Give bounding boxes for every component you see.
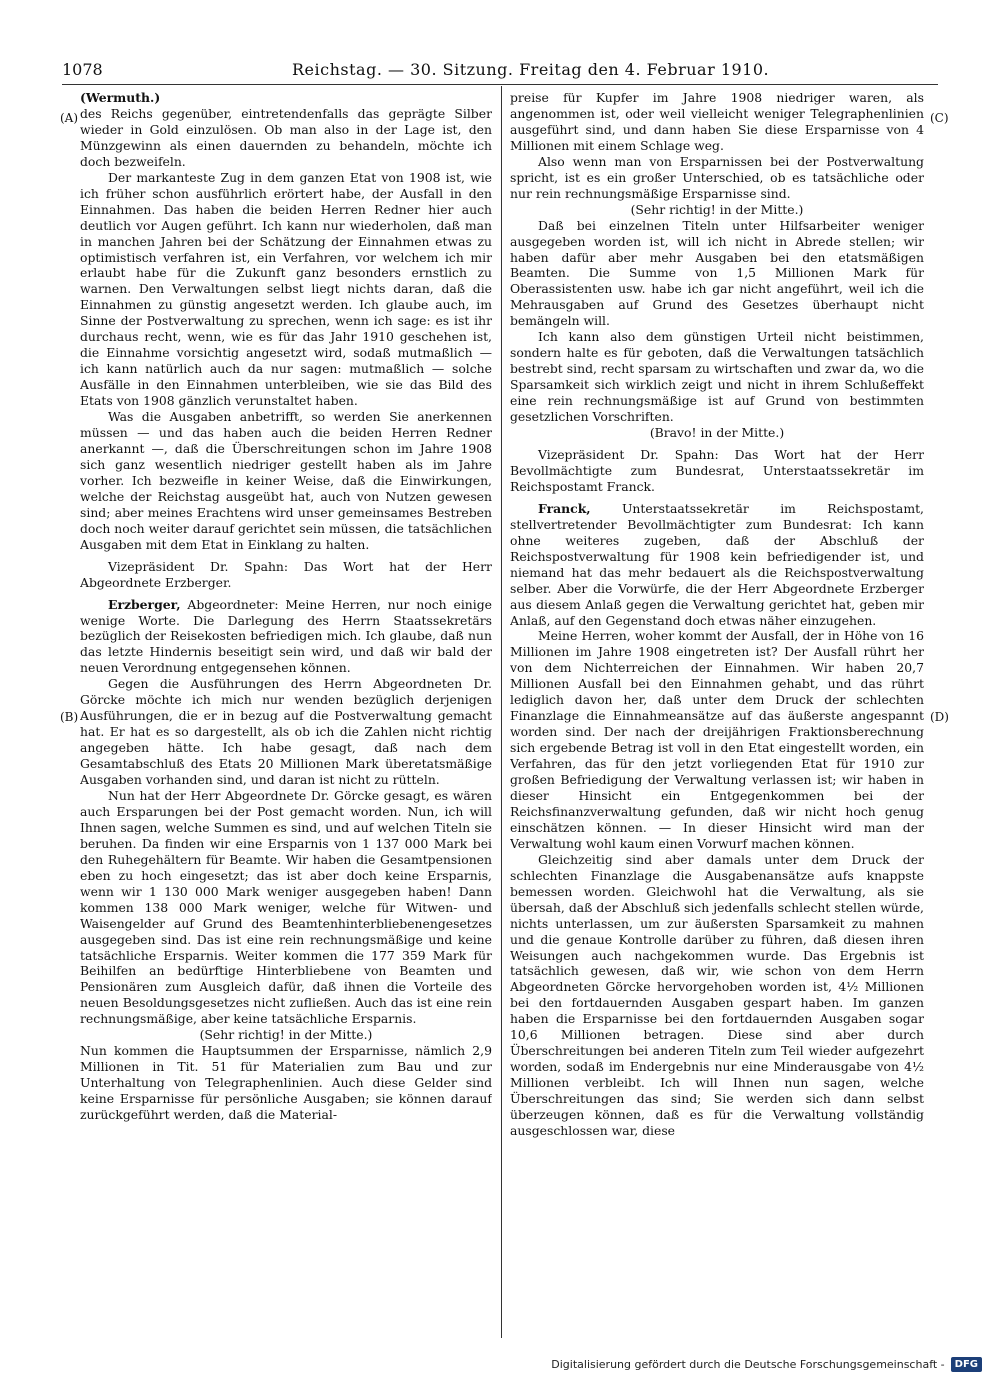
interjection: (Bravo! in der Mitte.) xyxy=(649,425,785,441)
column-divider xyxy=(501,86,502,1338)
footer-credit: Digitalisierung gefördert durch die Deutsche Forschungsgemeinschaft - xyxy=(551,1357,945,1371)
margin-mark-a: (A) xyxy=(60,111,79,125)
paragraph: Also wenn man von Ersparnissen bei der Postverwaltung spricht, ist es ein großer Unterschied, ob es tatsächliche oder nur rein rechnungsmäßige Ersparnisse sind. xyxy=(510,153,924,201)
speaker-paragraph xyxy=(80,597,492,677)
right-column xyxy=(510,90,924,1340)
paragraph: Was die Ausgaben anbetrifft, so werden Sie anerkennen müssen — und das haben auch die beiden Herren Redner anerkannt —, daß die Überschreitungen schon im Jahre 1908 sich ganz wesentlich niedriger gestellt haben als im Jahre vorher. Ich bezweifle in keiner Weise, daß die Einwirkungen, welche der Reichstag ausgeübt hat, auch von Nutzen gewesen sind; aber meines Erachtens wird unser gemeinsames Bestreben doch noch weiter darauf gerichtet sein müssen, die tatsächlichen Ausgaben mit dem Etat in Einklang zu halten. xyxy=(80,409,492,552)
paragraph-text: Das Wort hat der Herr Abgeordnete Erzberger. xyxy=(80,558,492,590)
running-speaker-name: (Wermuth.) xyxy=(80,90,161,105)
paragraph: Daß bei einzelnen Titeln unter Hilfsarbeiter weniger ausgegeben worden ist, will ich nicht in Abrede stellen; wir haben dafür aber mehr Ausgaben bei den etatsmäßigen Beamten. Die Summe von 1,5 Millionen Mark für Oberassistenten usw. habe ich gar nicht angeführt, weil ich die Mehrausgaben auf Grund des Gesetzes überhaupt nicht bemängeln will. xyxy=(510,217,924,329)
speaker-paragraph xyxy=(80,559,492,591)
left-column xyxy=(80,90,492,1340)
speaker-paragraph xyxy=(510,447,924,495)
paragraph: Nun hat der Herr Abgeordnete Dr. Görcke gesagt, es wären auch Ersparungen bei der Post gemacht worden. Nun, ich will Ihnen sagen, welche Summen es sind, und auf welchen Titeln sie beruhen. Da finden wir eine Ersparnis von 1 137 000 Mark bei den Ruhegehältern für Beamte. Wir haben die Gesamtpensionen eben zu hoch eingesetzt; das ist aber doch keine Ersparnis, wenn wir 1 130 000 Mark weniger ausgegeben haben! Dann kommen 138 000 Mark weniger, welche für Witwen- und Waisengelder auf Grund des Beamtenhinterbliebenengesetzes ausgegeben sind. Das ist eine rein rechnungsmäßige und keine tatsächliche Ersparnis. Weiter kommen die 177 359 Mark für Beihilfen an bedürftige Hinterbliebene von Beamten und Pensionären zum Ausgleich dafür, daß ihnen die Vorteile des neuen Besoldungsgesetzes nicht zufließen. Auch das ist eine rein rechnungsmäßige, aber keine tatsächliche Ersparnis. xyxy=(80,787,492,1027)
speaker-name: Vizepräsident Dr. Spahn: xyxy=(538,446,719,462)
paragraph: Ich kann also dem günstigen Urteil nicht beistimmen, sondern halte es für geboten, daß die Verwaltungen tatsächlich bestrebt sind, recht sparsam zu wirtschaften und zwar da, wo die Sparsamkeit sich wirklich zeigt und nicht in ihrem Schlußeffekt eine rein rechnungsmäßige ist auf Grund von bestimmten gesetzlichen Vorschriften. xyxy=(510,329,924,425)
page-header xyxy=(62,56,938,84)
page-number: 1078 xyxy=(62,60,103,79)
interjection: (Sehr richtig! in der Mitte.) xyxy=(199,1027,373,1043)
paragraph: Meine Herren, woher kommt der Ausfall, der in Höhe von 16 Millionen im Jahre 1908 eingetreten ist? Der Ausfall rührt her von dem Nichterreichen der Einnahmen. Wir haben 20,7 Millionen Ausfall bei den Einnahmen gehabt, und das rührt lediglich davon her, daß unter dem Druck der schlechten Finanzlage die Einnahmeansätze auf das äußerste angespannt worden sind. Der nach der dreijährigen Fraktionsberechnung sich ergebende Betrag ist voll in den Etat eingestellt worden, ein Verfahren, das für den jetzt vorliegenden Etat für 1910 zur großen Befriedigung der Verwaltung verlassen ist; wir haben in dieser Hinsicht ein Entgegenkommen bei der Reichsfinanzverwaltung gefunden, daß wir nicht hoch genug einschätzen können. — In dieser Hinsicht wird man der Verwaltung wohl kaum einen Vorwurf machen können. xyxy=(510,628,924,851)
margin-mark-c: (C) xyxy=(930,111,949,125)
margin-mark-b: (B) xyxy=(60,710,79,724)
speaker-paragraph xyxy=(510,501,924,629)
paragraph: preise für Kupfer im Jahre 1908 niedriger waren, als angenommen ist, oder weil vielleicht weniger Telegraphenlinien ausgeführt sind, und dann haben Sie diese Ersparnisse von 4 Millionen mit einem Schlage weg. xyxy=(510,90,924,153)
paragraph-text: Abgeordneter: Meine Herren, nur noch einige wenige Worte. Die Darlegung des Herrn Staatssekretärs bezüglich der Reisekosten befriedigen mich. Ich glaube, daß nun das letzte Hindernis beseitigt sein wird, und daß wir bald der neuen Verordnung entgegensehen können. xyxy=(80,596,492,676)
interjection: (Sehr richtig! in der Mitte.) xyxy=(630,201,804,217)
paragraph-text: Unterstaatssekretär im Reichspostamt, stellvertretender Bevollmächtigter zum Bundesrat: Ich kann ohne weiteres zugeben, daß der Abschluß der Reichspostverwaltung für 1908 kein befriedigender ist, und niemand hat das mehr bedauert als die Reichspostverwaltung selber. Aber die Vorwürfe, die der Herr Abgeordnete Erzberger aus diesem Anlaß gegen die Verwaltung gerichtet hat, geben mir Anlaß, auf den Gegenstand doch etwas näher einzugehen. xyxy=(510,500,924,628)
paragraph: des Reichs gegenüber, eintretendenfalls das geprägte Silber wieder in Gold einzulösen. Ob man also in der Lage ist, den Münzgewinn als einen dauernden zu behandeln, möchte ich doch bezweifeln. xyxy=(80,105,492,169)
header-rule xyxy=(62,84,938,85)
margin-mark-d: (D) xyxy=(930,710,949,724)
speaker-name: Erzberger, xyxy=(108,596,181,612)
paragraph-text: Das Wort hat der Herr Bevollmächtigte zum Bundesrat, Unterstaatssekretär im Reichspostamt Franck. xyxy=(510,446,924,494)
paragraph: Nun kommen die Hauptsummen der Ersparnisse, nämlich 2,9 Millionen in Tit. 51 für Materialien zum Bau und zur Unterhaltung von Telegraphenlinien. Auch diese Gelder sind keine Ersparnisse für persönliche Ausgaben; sie können darauf zurückgeführt werden, daß die Material- xyxy=(80,1043,492,1123)
speaker-name: Vizepräsident Dr. Spahn: xyxy=(108,558,289,574)
dfg-logo: DFG xyxy=(951,1357,982,1372)
paragraph: Gleichzeitig sind aber damals unter dem Druck der schlechten Finanzlage die Ausgabenansätze aufs knappste bemessen worden. Gleichwohl hat die Verwaltung, als sie übersah, daß der Abschluß sich jedenfalls schlecht stellen würde, nichts unterlassen, um zur äußersten Sparsamkeit zu mahnen und die genaue Kontrolle darüber zu führen, daß diesen ihren Weisungen auch nachgekommen wurde. Das Ergebnis ist tatsächlich gewesen, daß wir, wie schon von dem Herrn Abgeordneten Görcke hervorgehoben worden ist, 4½ Millionen bei den fortdauernden Ausgaben gespart haben. Im ganzen haben die Ersparnisse bei den fortdauernden Ausgaben sogar 10,6 Millionen betragen. Diese sind aber durch Überschreitungen bei anderen Titeln zum Teil wieder aufgezehrt worden, sodaß im Endergebnis nur eine Minderausgabe von 4½ Millionen verbleibt. Ich will Ihnen nun sagen, welche Überschreitungen das sind; Sie werden sich dann selbst überzeugen können, daß es für die Verwaltung vollständig ausgeschlossen war, diese xyxy=(510,851,924,1138)
footer xyxy=(551,1353,982,1375)
page-running-title: Reichstag. — 30. Sitzung. Freitag den 4. Februar 1910. xyxy=(292,60,770,79)
speaker-name: Franck, xyxy=(538,500,591,516)
paragraph: Gegen die Ausführungen des Herrn Abgeordneten Dr. Görcke möchte ich mich nur wenden bezüglich derjenigen Ausführungen, die er in bezug auf die Postverwaltung gemacht hat. Er hat es so dargestellt, als ob ich die Zahlen nicht richtig angegeben hätte. Ich habe gesagt, daß nach dem Gesamtabschluß des Etats 20 Millionen Mark überetatsmäßige Ausgaben vorhanden sind, und daran ist nicht zu rütteln. xyxy=(80,676,492,788)
paragraph: Der markanteste Zug in dem ganzen Etat von 1908 ist, wie ich früher schon ausführlich erörtert habe, der Ausfall in den Einnahmen. Das haben die beiden Herren Redner hier auch deutlich vor Augen geführt. Ich kann nur wiederholen, daß man in manchen Jahren bei der Schätzung der Einnahmen etwas zu optimistisch verfahren ist, ein Verfahren, vor welchem ich mir erlaubt habe für die Zukunft ganz besonders ernstlich zu warnen. Den Verwaltungen selbst liegt nichts daran, daß die Einnahmen zu günstig angesetzt werden. Ich glaube auch, im Sinne der Postverwaltung zu sprechen, wenn ich sage: es ist ihr durchaus recht, wenn, wie es für das Jahr 1910 geschehen ist, die Einnahme vorsichtig angesetzt wird, sodaß mutmaßlich — ich kann natürlich auch da nur sagen: mutmaßlich — solche Ausfälle in den Einnahmen unterbleiben, wie sie das Bild des Etats von 1908 gänzlich verunstaltet haben. xyxy=(80,169,492,409)
